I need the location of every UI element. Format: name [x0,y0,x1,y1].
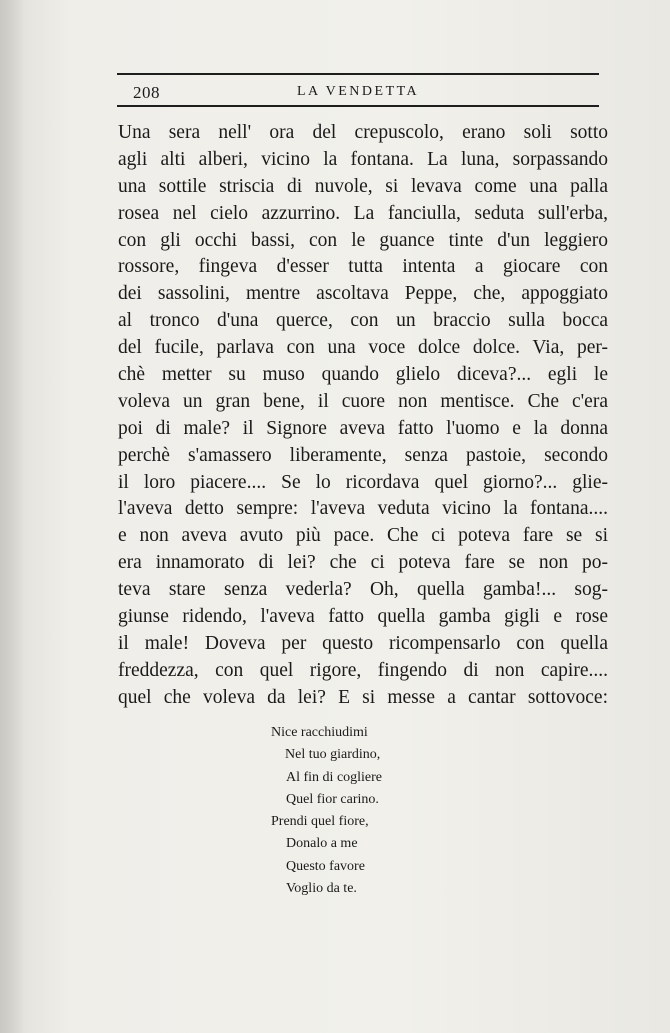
text-line: agli alti alberi, vicino la fontana. La luna, sorpassando [118,148,608,170]
poem-line: Al fin di cogliere [286,769,383,785]
text-line: teva stare senza vederla? Oh, quella gamba!... sog- [118,579,608,601]
poem-line: Prendi quel fiore, [271,814,369,830]
text-line: il loro piacere.... Se lo ricordava quel giorno?... glie- [118,471,608,493]
text-line: il male! Doveva per questo ricompensarlo con quella [118,632,608,654]
running-header [117,81,599,103]
page-gutter-shadow [0,0,24,1033]
text-line: Una sera nell' ora del crepuscolo, erano soli sotto [118,122,608,143]
text-line: l'aveva detto sempre: l'aveva veduta vicino la fontana.... [118,498,608,520]
poem-line: Questo favore [286,858,365,874]
text-line: con gli occhi bassi, con le guance tinte d'un leggiero [118,229,608,251]
text-line: poi di male? il Signore aveva fatto l'uomo e la donna [118,417,608,439]
poem-line: Nice racchiudimi [271,725,368,740]
text-line: freddezza, con quel rigore, fingendo di non capire.... [118,659,608,681]
text-line: dei sassolini, mentre ascoltava Peppe, che, appoggiato [118,283,608,305]
text-line: perchè s'amassero liberamente, senza pastoie, secondo [118,444,608,466]
text-line: del fucile, parlava con una voce dolce dolce. Via, per- [118,337,608,359]
header-bottom-rule [117,105,599,107]
text-line: al tronco d'una querce, con un braccio sulla bocca [118,310,608,332]
text-line: voleva un gran bene, il cuore non mentisce. Che c'era [118,390,608,412]
poem-line: Donalo a me [286,836,358,852]
text-line: chè metter su muso quando glielo diceva?... egli le [118,364,608,386]
text-line: quel che voleva da lei? E si messe a cantar sottovoce: [118,686,608,708]
poem-verse [271,722,431,900]
body-paragraph [118,120,608,712]
text-line: una sottile striscia di nuvole, si levava come una palla [118,175,608,197]
text-line: e non aveva avuto più pace. Che ci poteva fare se si [118,525,608,547]
header-top-rule [117,73,599,75]
text-line: giunse ridendo, l'aveva fatto quella gamba gigli e rose [118,606,608,628]
text-line: rossore, fingeva d'esser tutta intenta a giocare con [118,256,608,278]
text-line: rosea nel cielo azzurrino. La fanciulla, seduta sull'erba, [118,202,608,224]
poem-line: Voglio da te. [286,881,357,897]
running-title: LA VENDETTA [297,84,420,99]
poem-line: Nel tuo giardino, [285,747,381,763]
page-number: 208 [133,83,160,102]
poem-line: Quel fior carino. [286,791,379,807]
text-line: era innamorato di lei? che ci poteva fare se non po- [118,552,608,574]
